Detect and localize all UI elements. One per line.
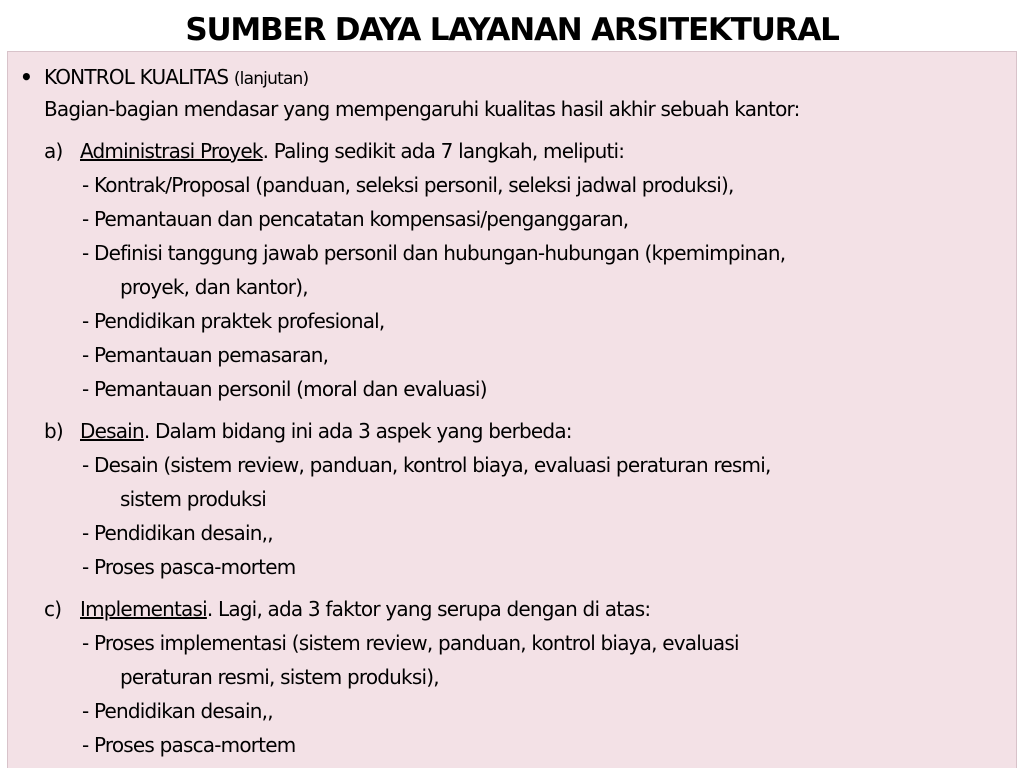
bullet-intro: Bagian-bagian mendasar yang mempengaruhi kualitas hasil akhir sebuah kantor: bbox=[44, 97, 800, 121]
section-a-lead: . Paling sedikit ada 7 langkah, meliputi: bbox=[262, 139, 625, 163]
section-b-topic: Desain bbox=[80, 419, 144, 443]
section-a-item: - Kontrak/Proposal (panduan, seleksi personil, seleksi jadwal produksi), bbox=[82, 173, 734, 197]
section-a-item: - Pemantauan personil (moral dan evaluasi) bbox=[82, 377, 487, 401]
section-c-item: - Proses pasca-mortem bbox=[82, 733, 296, 757]
section-c-heading bbox=[44, 594, 650, 624]
bullet-heading: KONTROL KUALITAS bbox=[44, 65, 229, 89]
bullet-dot: • bbox=[20, 65, 33, 89]
slide-title: SUMBER DAYA LAYANAN ARSITEKTURAL bbox=[185, 12, 839, 48]
section-b-item: - Proses pasca-mortem bbox=[82, 555, 296, 579]
section-b-heading bbox=[44, 416, 572, 446]
section-a-item-continuation: proyek, dan kantor), bbox=[120, 275, 308, 299]
section-a-item: - Definisi tanggung jawab personil dan hubungan-hubungan (kpemimpinan, bbox=[82, 241, 786, 265]
bullet-heading-note: (lanjutan) bbox=[233, 69, 309, 89]
section-b-item-continuation: sistem produksi bbox=[120, 487, 267, 511]
section-b-lead: . Dalam bidang ini ada 3 aspek yang berbeda: bbox=[143, 419, 572, 443]
section-c-marker: c) bbox=[44, 597, 62, 621]
section-c-lead: . Lagi, ada 3 faktor yang serupa dengan di atas: bbox=[206, 597, 651, 621]
section-a-item: - Pemantauan dan pencatatan kompensasi/penganggaran, bbox=[82, 207, 629, 231]
section-a-item: - Pendidikan praktek profesional, bbox=[82, 309, 385, 333]
section-a-marker: a) bbox=[44, 139, 63, 163]
content-box bbox=[7, 51, 1017, 768]
section-b-item: - Desain (sistem review, panduan, kontrol biaya, evaluasi peraturan resmi, bbox=[82, 453, 771, 477]
section-b-item: - Pendidikan desain,, bbox=[82, 521, 273, 545]
section-c-item-continuation: peraturan resmi, sistem produksi), bbox=[120, 665, 439, 689]
section-a-item: - Pemantauan pemasaran, bbox=[82, 343, 329, 367]
bullet-heading-line bbox=[44, 62, 308, 94]
section-c-topic: Implementasi bbox=[80, 597, 207, 621]
section-a-topic: Administrasi Proyek bbox=[80, 139, 263, 163]
section-a-heading bbox=[44, 136, 624, 166]
section-c-item: - Pendidikan desain,, bbox=[82, 699, 273, 723]
section-b-marker: b) bbox=[44, 419, 63, 443]
section-c-item: - Proses implementasi (sistem review, panduan, kontrol biaya, evaluasi bbox=[82, 631, 739, 655]
